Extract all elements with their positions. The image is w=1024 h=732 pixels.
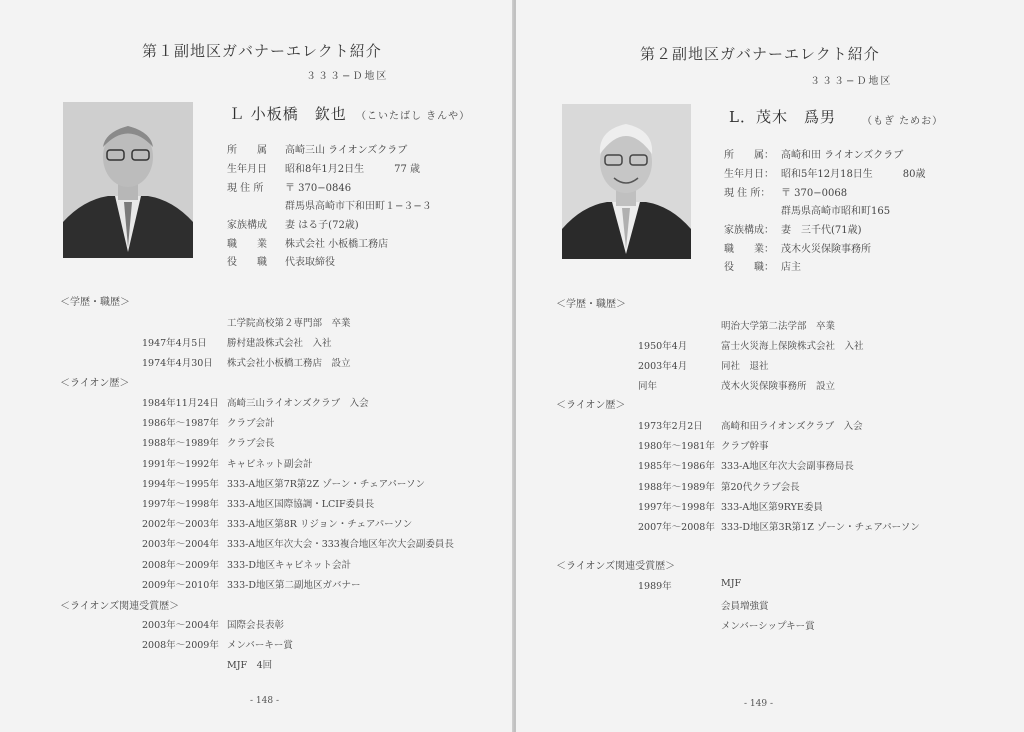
entry-text: 勝村建設株式会社 入社 [227, 338, 332, 349]
entry-text: MJF 4回 [227, 660, 273, 671]
entry-text: 333-A地区国際協調・LCIF委員長 [227, 499, 375, 510]
entry-date: 2008年〜2009年 [142, 640, 219, 651]
section-career: ＜学歴・職歴＞ [60, 297, 130, 308]
portrait-photo [562, 104, 691, 259]
entry-text: キャビネット副会計 [227, 458, 313, 470]
info-label: 家族構成 [227, 220, 267, 232]
entry-date: 1950年4月 [638, 341, 688, 352]
entry-date: 2008年〜2009年 [142, 559, 219, 571]
entry-date: 2003年〜2004年 [142, 620, 219, 631]
person-name: L．茂木 爲男 [729, 108, 836, 126]
profile-info-row [227, 179, 432, 198]
entry-date: 1994年〜1995年 [142, 478, 219, 490]
entry-date: 1988年〜1989年 [638, 481, 715, 493]
profile-info-row [724, 222, 926, 241]
info-label: 生年月日： [724, 169, 774, 181]
entry-date: 2009年〜2010年 [142, 579, 219, 591]
entry-date: 2007年〜2008年 [638, 522, 715, 533]
section-awards: ＜ライオンズ関連受賞歴＞ [556, 561, 676, 572]
info-value: 妻 三千代(71歳) [781, 225, 862, 237]
entry-text: クラブ会計 [227, 418, 275, 430]
entry-date: 1980年〜1981年 [638, 441, 715, 453]
info-value: 株式会社 小板橋工務店 [285, 238, 389, 250]
entry-date: 同年 [638, 381, 658, 392]
page-title: 第１副地区ガバナーエレクト紹介 [142, 42, 382, 60]
name-reading: （こいたばし きんや） [356, 111, 471, 122]
profile-info-row [227, 161, 432, 180]
district-label: ３３３−Ｄ地区 [306, 71, 389, 82]
entry-text: 株式会社小板橋工務店 設立 [227, 358, 351, 369]
portrait-photo [63, 102, 193, 258]
info-value: 群馬県高崎市下和田町１−３−３ [285, 201, 432, 213]
info-value: 店主 [781, 262, 801, 274]
info-label: 役 職 [227, 257, 267, 269]
info-label: 生年月日 [227, 164, 267, 176]
entry-text: 会員増強賞 [721, 601, 769, 612]
entry-text: 333-D地区キャビネット会計 [227, 559, 351, 571]
entry-text: クラブ幹事 [721, 441, 769, 453]
info-label: 現 住 所 [227, 182, 264, 194]
info-value: 群馬県高崎市昭和町165 [781, 206, 891, 218]
name-reading: （もぎ ためお） [862, 116, 944, 127]
profile-info-row [227, 217, 432, 236]
entry-date: 1985年〜1986年 [638, 461, 715, 473]
info-label: 職 業 [227, 238, 267, 250]
profile-info-row [724, 184, 926, 203]
entry-date: 1989年 [638, 581, 672, 592]
entry-text: 333-A地区第9RYE委員 [721, 501, 823, 513]
profile-info-row [724, 203, 926, 222]
entry-text: 国際会長表彰 [227, 620, 285, 631]
entry-date: 1947年4月5日 [142, 338, 207, 349]
info-value: 高崎和田 ライオンズクラブ [781, 150, 904, 162]
entry-text: 333-A地区年次大会副事務局長 [721, 461, 854, 473]
info-label: 所 属： [724, 150, 774, 162]
section-awards: ＜ライオンズ関連受賞歴＞ [60, 601, 180, 612]
info-label: 職 業： [724, 243, 774, 255]
profile-info-row [724, 259, 926, 278]
entry-text: 明治大学第二法学部 卒業 [721, 321, 836, 332]
profile-info-row [724, 166, 926, 185]
profile-info [227, 142, 432, 273]
entry-text: 高崎三山ライオンズクラブ 入会 [227, 398, 369, 409]
info-label: 現 住 所： [724, 187, 771, 199]
entry-text: 333-D地区第二副地区ガバナー [227, 579, 361, 591]
entry-date: 2003年〜2004年 [142, 539, 219, 551]
section-lions: ＜ライオン歴＞ [556, 400, 626, 411]
entry-date: 1988年〜1989年 [142, 438, 219, 450]
entry-date: 1973年2月2日 [638, 421, 703, 432]
page-title: 第２副地区ガバナーエレクト紹介 [640, 45, 880, 63]
page-149 [516, 0, 1024, 732]
info-label: 所 属 [227, 145, 267, 157]
entry-text: 高崎和田ライオンズクラブ 入会 [721, 421, 863, 432]
page-number: - 148 - [250, 696, 279, 706]
entry-text: メンバーキー賞 [227, 640, 293, 651]
entry-text: 茂木火災保険事務所 設立 [721, 381, 836, 392]
page-number: - 149 - [744, 699, 773, 709]
entry-text: 同社 退社 [721, 361, 769, 372]
profile-info-row [227, 254, 432, 273]
entry-date: 2002年〜2003年 [142, 519, 219, 531]
section-lions: ＜ライオン歴＞ [60, 378, 130, 389]
entry-date: 1997年〜1998年 [142, 499, 219, 510]
profile-info-row [724, 147, 926, 166]
info-value: 〒 370−0068 [781, 187, 848, 199]
entry-text: メンバーシップキー賞 [721, 621, 815, 632]
profile-info-row [724, 240, 926, 259]
district-label: ３３３−Ｄ地区 [810, 76, 893, 87]
info-value: 昭和8年1月2日生 77 歳 [285, 164, 420, 176]
entry-date: 1997年〜1998年 [638, 501, 715, 513]
info-value: 茂木火災保険事務所 [781, 243, 871, 255]
info-value: 妻 はる子(72歳) [285, 220, 359, 232]
section-career: ＜学歴・職歴＞ [556, 299, 626, 310]
entry-date: 2003年4月 [638, 361, 688, 372]
entry-date: 1974年4月30日 [142, 358, 213, 369]
info-value: 〒 370−0846 [285, 182, 352, 194]
person-name: Ｌ 小板橋 欽也 [229, 105, 347, 123]
entry-text: 工学院高校第２専門部 卒業 [227, 318, 351, 329]
entry-text: 第20代クラブ会長 [721, 481, 800, 493]
entry-text: 333-D地区第3R第1Z ゾーン・チェアパーソン [721, 522, 920, 533]
info-label: 役 職： [724, 262, 774, 274]
entry-text: 333-A地区第7R第2Z ゾーン・チェアパーソン [227, 478, 425, 490]
entry-text: クラブ会長 [227, 438, 275, 450]
info-value: 昭和5年12月18日生 80歳 [781, 169, 926, 181]
profile-info [724, 147, 926, 278]
profile-info-row [227, 198, 432, 217]
entry-text: MJF [721, 578, 742, 589]
entry-text: 333-A地区年次大会・333複合地区年次大会副委員長 [227, 539, 454, 551]
entry-text: 富士火災海上保険株式会社 入社 [721, 341, 864, 352]
info-value: 高崎三山 ライオンズクラブ [285, 145, 408, 157]
entry-date: 1984年11月24日 [142, 398, 219, 409]
info-label: 家族構成： [724, 225, 774, 237]
profile-info-row [227, 235, 432, 254]
entry-date: 1986年〜1987年 [142, 418, 219, 430]
profile-info-row [227, 142, 432, 161]
info-value: 代表取締役 [285, 257, 335, 269]
entry-date: 1991年〜1992年 [142, 458, 219, 470]
entry-text: 333-A地区第8R リジョン・チェアパーソン [227, 519, 413, 531]
